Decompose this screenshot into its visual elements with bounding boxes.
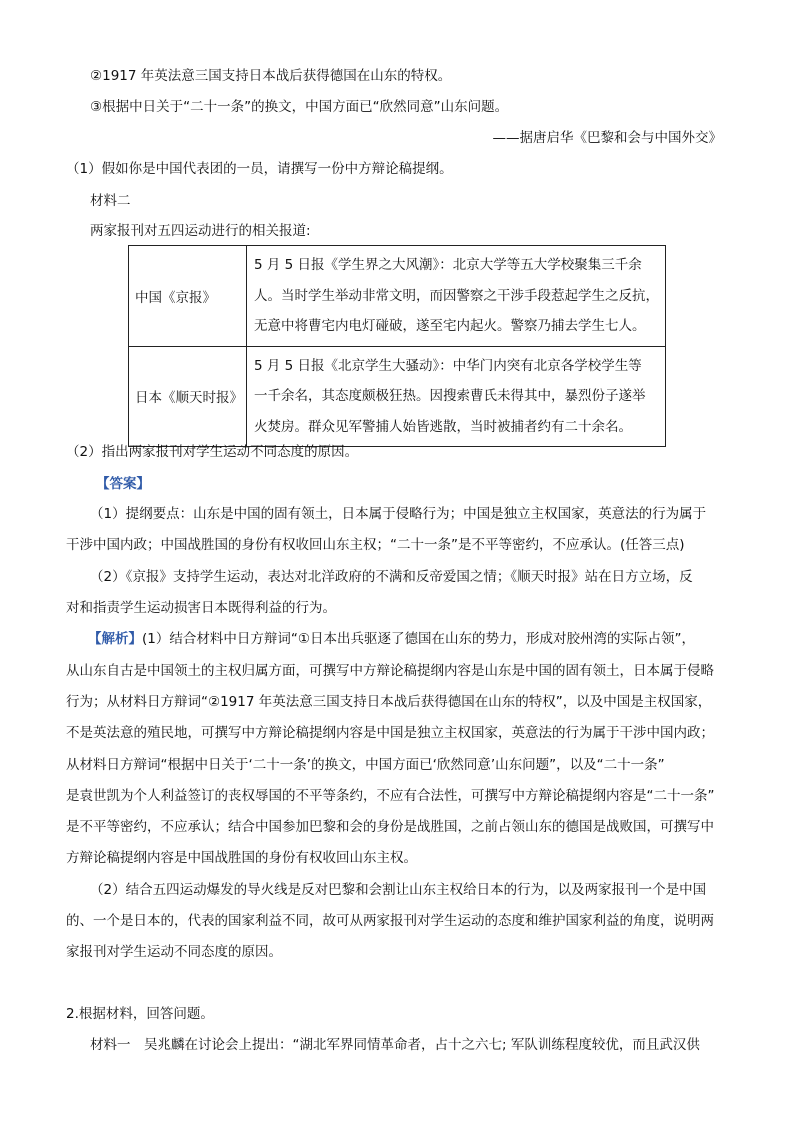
newspaper-table	[128, 245, 666, 447]
analysis-line: 家报刊对学生运动不同态度的原因。	[66, 944, 282, 960]
analysis-line: 行为；从材料日方辩词“②1917 年英法意三国支持日本战后获得德国在山东的特权”，以及中国是主权国家，	[66, 694, 712, 710]
source-citation: ——据唐启华《巴黎和会与中国外交》	[492, 130, 722, 146]
analysis-line: 是不平等密约，不应承认；结合中国参加巴黎和会的身份是战胜国，之前占领山东的德国是战败国，可撰写中	[66, 819, 714, 835]
report-line: 5 月 5 日报《北京学生大骚动》：中华门内突有北京各学校学生等	[254, 357, 642, 374]
material-item-2: ②1917 年英法意三国支持日本战后获得德国在山东的特权。	[90, 68, 452, 84]
analysis-line: 是袁世凯为个人利益签订的丧权辱国的不平等条约，不应有合法性，可撰写中方辩论稿提纲内容是“二十一条”	[66, 788, 715, 804]
table-row	[129, 246, 666, 347]
analysis-line: 从材料日方辩词“根据中日关于‘二十一条’的换文，中国方面已‘欣然同意’山东问题”，以及“二十一条”	[66, 757, 665, 773]
analysis-first-line	[88, 629, 695, 649]
question-heading: 2.根据材料，回答问题。	[66, 1006, 214, 1022]
question-1: （1）假如你是中国代表团的一员，请撰写一份中方辩论稿提纲。	[66, 161, 453, 177]
material-item-3: ③根据中日关于“二十一条”的换文，中国方面已“欣然同意”山东问题。	[90, 99, 509, 115]
report-line: 火焚房。群众见军警捕人始皆逃散，当时被捕者约有二十余名。	[254, 418, 632, 435]
report-line: 一千余名，其态度颇极狂热。因搜索曹氏未得其中，暴烈份子遂举	[254, 388, 646, 404]
analysis-line: 方辩论稿提纲内容是中国战胜国的身份有权收回山东主权。	[66, 850, 417, 866]
question-2: （2）指出两家报刊对学生运动不同态度的原因。	[66, 444, 359, 460]
report-content	[247, 246, 666, 347]
report-line: 人。当时学生举动非常文明，而因警察之干涉手段惹起学生之反抗，	[254, 287, 659, 304]
material-2-label: 材料二	[90, 193, 131, 209]
report-line: 无意中将曹宅内电灯碰破，遂至宅内起火。警察乃捕去学生七人。	[254, 318, 646, 334]
answer-2-line: 对和指责学生运动损害日本既得利益的行为。	[66, 600, 336, 616]
analysis-text: (1）结合材料中日方辩词“①日本出兵驱逐了德国在山东的势力，形成对胶州湾的实际占领”，	[142, 631, 695, 647]
answer-tag	[96, 474, 150, 494]
answer-1-line: 干涉中国内政；中国战胜国的身份有权收回山东主权；“二十一条”是不平等密约，不应承认。(任答三点)	[66, 537, 685, 553]
analysis-line: 不是英法意的殖民地，可撰写中方辩论稿提纲内容是中国是独立主权国家，英意法的行为属于干涉中国内政；	[66, 725, 714, 741]
analysis-line: 从山东自古是中国领土的主权归属方面，可撰写中方辩论稿提纲内容是山东是中国的固有领土，日本属于侵略	[66, 663, 714, 679]
answer-label: 【答案】	[96, 476, 150, 492]
answer-1-line: （1）提纲要点：山东是中国的固有领土，日本属于侵略行为；中国是独立主权国家，英意法的行为属于	[90, 506, 707, 522]
answer-2-line: （2）《京报》支持学生运动，表达对北洋政府的不满和反帝爱国之情；《顺天时报》站在日方立场，反	[90, 569, 693, 585]
material-2-intro: 两家报刊对五四运动进行的相关报道:	[90, 223, 311, 239]
newspaper-name: 日本《顺天时报》	[129, 346, 247, 447]
material-1-text: 材料一 吴兆麟在讨论会上提出：“湖北军界同情革命者，占十之六七; 军队训练程度较优，而且武汉供	[90, 1037, 700, 1053]
newspaper-name: 中国《京报》	[129, 246, 247, 347]
table-row	[129, 346, 666, 447]
analysis-label: 【解析】	[88, 631, 142, 647]
report-content	[247, 346, 666, 447]
analysis-line: （2）结合五四运动爆发的导火线是反对巴黎和会割让山东主权给日本的行为，以及两家报刊一个是中国	[90, 882, 707, 898]
analysis-line: 的、一个是日本的，代表的国家利益不同，故可从两家报刊对学生运动的态度和维护国家利益的角度，说明两	[66, 913, 714, 929]
report-line: 5 月 5 日报《学生界之大风潮》：北京大学等五大学校聚集三千余	[254, 257, 642, 273]
